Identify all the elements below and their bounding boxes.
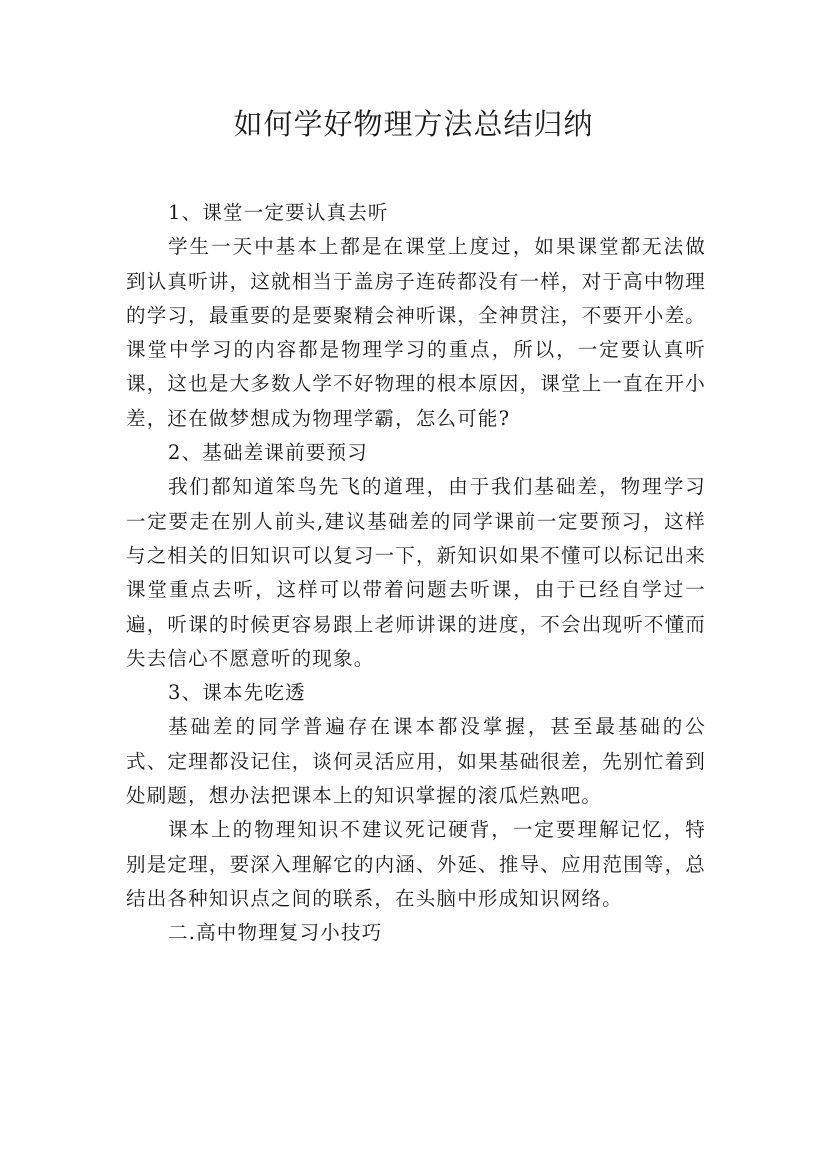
section-heading: 二.高中物理复习小技巧: [168, 921, 383, 945]
document-body: [126, 196, 706, 951]
heading-1: 1、课堂一定要认真去听: [168, 201, 389, 224]
page-title: 如何学好物理方法总结归纳: [233, 107, 594, 141]
heading-3: 3、课本先吃透: [168, 681, 306, 705]
heading-2: 2、基础差课前要预习: [168, 441, 368, 465]
paragraph-1: 学生一天中基本上都是在课堂上度过，如果课堂都无法做到认真听讲，这就相当于盖房子连砖都没有一样，对于高中物理的学习，最重要的是要聚精会神听课，全神贯注，不要开小差。课堂中学习的内容都是物理学习的重点，所以，一定要认真听课，这也是大多数人学不好物理的根本原因，课堂上一直在开小差，还在做梦想成为物理学霸，怎么可能?: [126, 235, 706, 430]
paragraph-2: 我们都知道笨鸟先飞的道理，由于我们基础差，物理学习一定要走在别人前头,建议基础差的同学课前一定要预习，这样与之相关的旧知识可以复习一下，新知识如果不懂可以标记出来课堂重点去听，这样可以带着问题去听课，由于已经自学过一遍，听课的时候更容易跟上老师讲课的进度，不会出现听不懂而失去信心不愿意听的现象。: [126, 475, 706, 670]
paragraph-4: 课本上的物理知识不建议死记硬背，一定要理解记忆，特别是定理，要深入理解它的内涵、外延、推导、应用范围等，总结出各种知识点之间的联系，在头脑中形成知识网络。: [126, 818, 706, 910]
paragraph-3: 基础差的同学普遍存在课本都没掌握，甚至最基础的公式、定理都没记住，谈何灵活应用，如果基础很差，先别忙着到处刷题，想办法把课本上的知识掌握的滚瓜烂熟吧。: [126, 715, 706, 808]
